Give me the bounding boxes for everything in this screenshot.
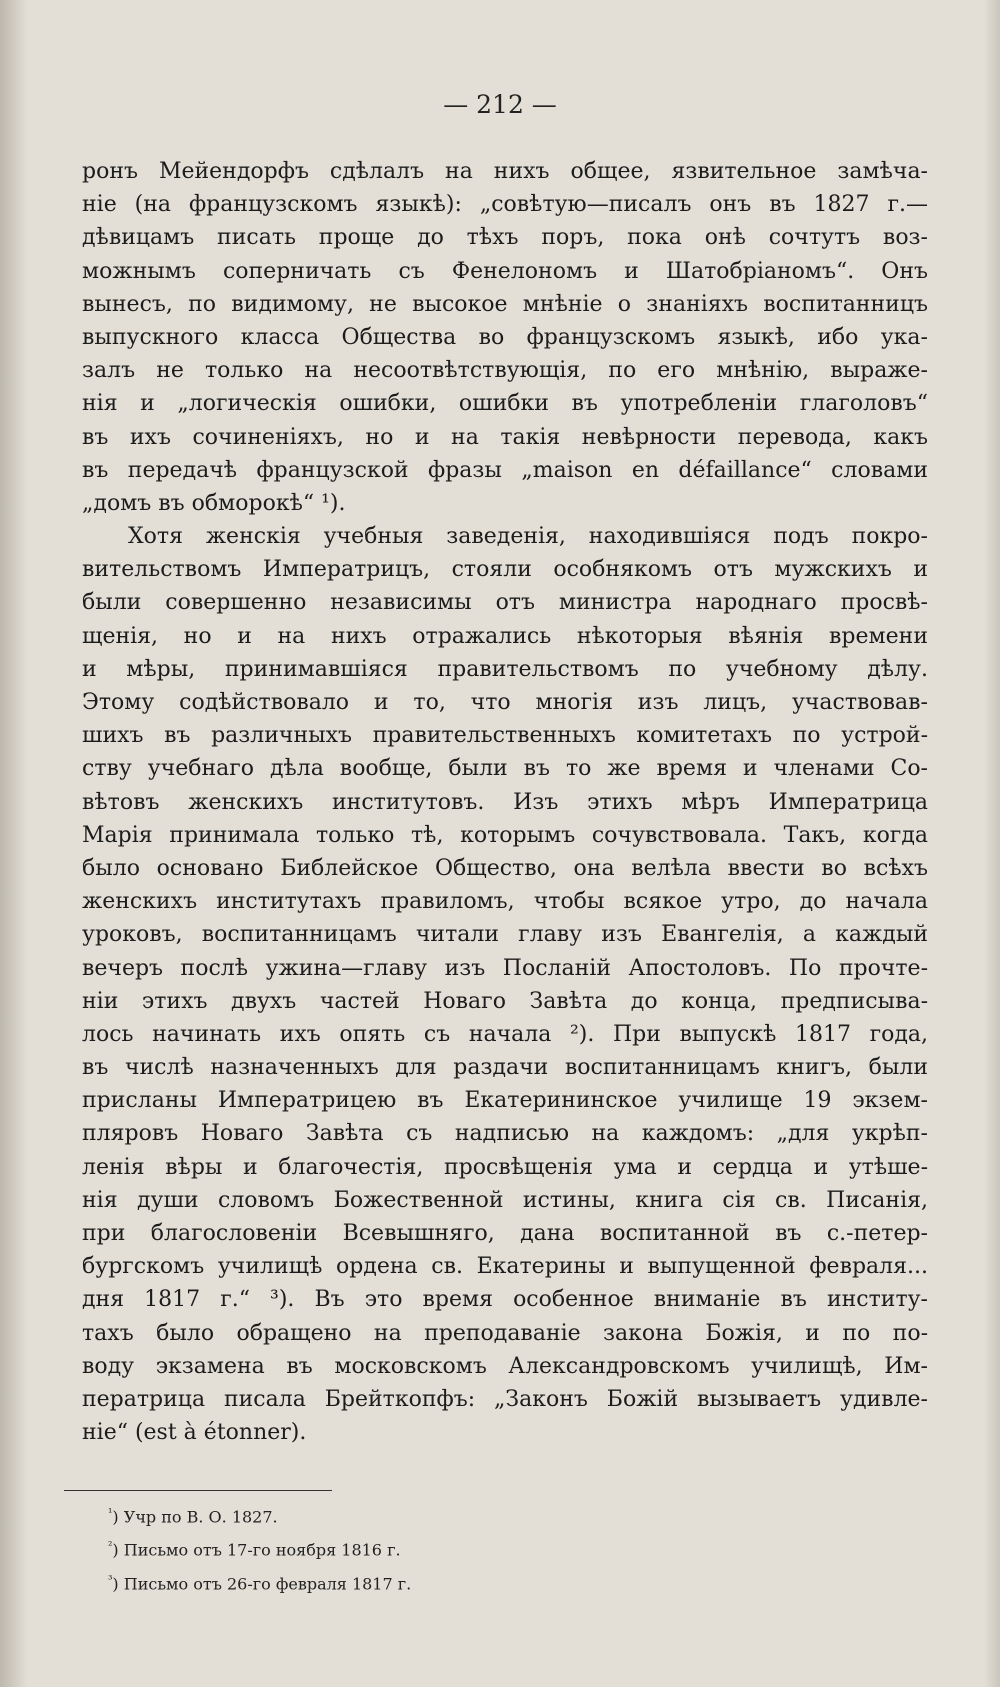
footnote-text: ) Учр по В. О. 1827. bbox=[112, 1507, 278, 1527]
text-line: присланы Императрицею въ Екатерининское училище 19 экзем- bbox=[82, 1088, 928, 1114]
footnote-divider bbox=[64, 1490, 332, 1491]
page-edge bbox=[984, 0, 1000, 1687]
text-line: ству учебнаго дѣла вообще, были въ то же время и членами Со- bbox=[82, 756, 928, 782]
text-line: шихъ въ различныхъ правительственныхъ комитетахъ по устрой- bbox=[82, 723, 928, 749]
text-line: залъ не только на несоотвѣтствующія, по его мнѣнію, выраже- bbox=[82, 358, 928, 384]
text-line: щенія, но и на нихъ отражались нѣкоторыя вѣянія времени bbox=[82, 623, 928, 649]
text-line: ніе“ (est à étonner). bbox=[82, 1420, 307, 1446]
footnotes bbox=[108, 1498, 708, 1598]
body-text bbox=[82, 155, 928, 1449]
text-line: Хотя женскія учебныя заведенія, находившіяся подъ покро- bbox=[128, 524, 928, 550]
binding-shadow bbox=[0, 0, 28, 1687]
text-line: вечеръ послѣ ужина—главу изъ Посланій Апостоловъ. По прочте- bbox=[82, 955, 928, 981]
text-line: Этому содѣйствовало и то, что многія изъ лицъ, участвовав- bbox=[82, 690, 928, 715]
text-line: воду экзамена въ московскомъ Александровскомъ училищѣ, Им- bbox=[82, 1353, 928, 1379]
text-line: тахъ было обращено на преподаваніе закона Божія, и по по- bbox=[82, 1320, 928, 1346]
paragraph-2 bbox=[82, 520, 928, 1449]
text-line: ніи этихъ двухъ частей Новаго Завѣта до конца, предписыва- bbox=[82, 988, 928, 1014]
text-line: можнымъ соперничать съ Фенелономъ и Шатобріаномъ“. Онъ bbox=[82, 258, 928, 284]
text-line: нія и „логическія ошибки, ошибки въ употребленіи глаголовъ“ bbox=[82, 391, 928, 417]
text-line: пляровъ Новаго Завѣта съ надписью на каждомъ: „для укрѣп- bbox=[82, 1121, 928, 1147]
footnote-2 bbox=[108, 1531, 708, 1564]
text-line: и мѣры, принимавшіяся правительствомъ по учебному дѣлу. bbox=[82, 656, 928, 682]
text-line: бургскомъ училищѣ ордена св. Екатерины и выпущенной февраля... bbox=[82, 1254, 928, 1280]
paragraph-1 bbox=[82, 155, 928, 520]
text-line: вынесъ, по видимому, не высокое мнѣніе о знаніяхъ воспитанницъ bbox=[82, 291, 928, 317]
page-number: — 212 — bbox=[443, 90, 557, 119]
text-line: въ ихъ сочиненіяхъ, но и на такія невѣрности перевода, какъ bbox=[82, 424, 928, 450]
footnote-mark: ² bbox=[108, 1539, 113, 1553]
text-line: выпускного класса Общества во французскомъ языкѣ, ибо ука- bbox=[82, 324, 928, 350]
text-line: въ числѣ назначенныхъ для раздачи воспитанницамъ книгъ, были bbox=[82, 1055, 928, 1081]
text-line: было основано Библейское Общество, она велѣла ввести во всѣхъ bbox=[82, 855, 928, 881]
footnote-mark: ³ bbox=[108, 1572, 113, 1586]
text-line: при благословеніи Всевышняго, дана воспитанной въ с.-петер- bbox=[82, 1221, 928, 1246]
footnote-text: ) Письмо отъ 26-го февраля 1817 г. bbox=[112, 1573, 412, 1593]
text-line: Марія принимала только тѣ, которымъ сочувствовала. Такъ, когда bbox=[82, 822, 928, 848]
text-line: вительствомъ Императрицъ, стояли особнякомъ отъ мужскихъ и bbox=[82, 557, 928, 583]
footnote-text: ) Письмо отъ 17-го ноября 1816 г. bbox=[112, 1540, 401, 1560]
text-line: дѣвицамъ писать проще до тѣхъ поръ, пока онѣ сочтутъ воз- bbox=[82, 225, 928, 251]
text-line: были совершенно независимы отъ министра народнаго просвѣ- bbox=[82, 590, 928, 616]
footnote-1 bbox=[108, 1498, 708, 1531]
footnote-mark: ¹ bbox=[108, 1506, 113, 1519]
text-line: ніе (на французскомъ языкѣ): „совѣтую—писалъ онъ въ 1827 г.— bbox=[82, 192, 928, 218]
text-line: ператрица писала Брейткопфъ: „Законъ Божій вызываетъ удивле- bbox=[82, 1386, 928, 1412]
text-line: дня 1817 г.“ ³). Въ это время особенное вниманіе въ институ- bbox=[82, 1287, 928, 1313]
text-line: нія души словомъ Божественной истины, книга сія св. Писанія, bbox=[82, 1187, 928, 1213]
text-line: вѣтовъ женскихъ институтовъ. Изъ этихъ мѣръ Императрица bbox=[82, 789, 928, 815]
text-line: уроковъ, воспитанницамъ читали главу изъ Евангелія, а каждый bbox=[82, 922, 928, 948]
text-line: „домъ въ обморокѣ“ ¹). bbox=[82, 490, 346, 516]
text-line: ронъ Мейендорфъ сдѣлалъ на нихъ общее, язвительное замѣча- bbox=[82, 159, 928, 184]
text-line: ленія вѣры и благочестія, просвѣщенія ума и сердца и утѣше- bbox=[82, 1154, 928, 1180]
footnote-3 bbox=[108, 1565, 708, 1598]
text-line: женскихъ институтахъ правиломъ, чтобы всякое утро, до начала bbox=[82, 889, 928, 915]
text-line: лось начинать ихъ опять съ начала ²). При выпускѣ 1817 года, bbox=[82, 1021, 928, 1047]
text-line: въ передачѣ французской фразы „maison en défaillance“ словами bbox=[82, 457, 928, 483]
